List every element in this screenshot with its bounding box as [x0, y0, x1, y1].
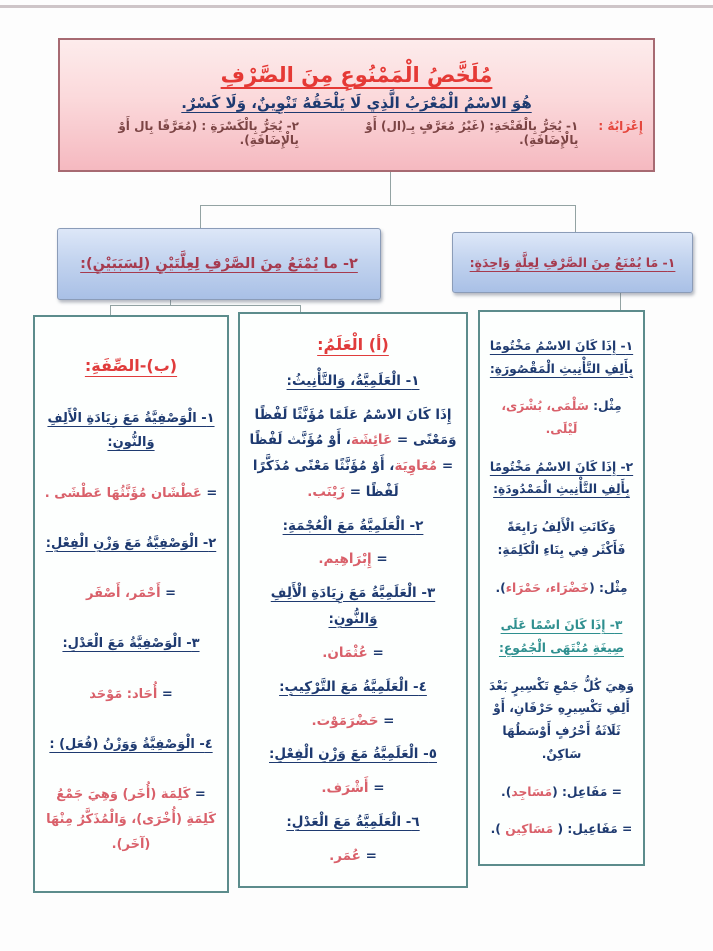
connector-line: [110, 305, 111, 315]
connector-line: [200, 205, 575, 206]
item-example: = مَفَاعِيل: ( مَسَاكِين ).: [490, 822, 633, 837]
item-example: = أَشْرَف.: [321, 780, 385, 797]
item-heading: ٢- الْعَلَمِيَّةُ مَعَ الْعُجْمَةِ:: [282, 517, 424, 534]
item-body: إِذَا كَانَ الاسْمُ عَلَمًا مُؤَنَّثًا لَفْظًا وَمَعْنًى = عَائِشَة، أَوْ مُؤَنَّث لَفْظًا = مُعَاوِيَة، أَوْ مُؤَنَّثًا مَعْنًى مُذَكَّرًا لَفْظًا = زَيْنَب.: [249, 406, 457, 500]
item-example: = إِبْرَاهِيم.: [318, 551, 388, 568]
item-heading: ١- الْوَصْفِيَّةُ مَعَ زِيَادَةِ الْأَلِفِ وَالنُّونِ:: [47, 410, 215, 451]
irab-rule-2: ٢- يُجَرُّ بِالْكَسْرَةِ : (مُعَرَّفًا بِال أَوْ بِالْإِضَافَةِ).: [118, 119, 299, 147]
connector-line: [390, 172, 391, 206]
item-example: = عُمَر.: [329, 848, 377, 865]
page-title: مُلَخَّصُ الْمَمْنُوعِ مِنَ الصَّرْفِ: [220, 63, 493, 87]
connector-line: [300, 305, 301, 312]
item-heading: ٤- الْوَصْفِيَّةُ وَوَزْنُ (فُعَل) :: [49, 736, 213, 752]
item-heading: ٦- الْعَلَمِيَّةُ مَعَ الْعَدْلِ:: [286, 814, 420, 831]
irab-label: إِعْرَابُهُ :: [598, 119, 643, 133]
item-example: مِثْل: سَلْمَى، بُشْرَى، لَيْلَى.: [501, 399, 622, 437]
connector-line: [110, 305, 300, 306]
column-alam-header: (أ) الْعَلَمُ:: [317, 335, 389, 355]
item-example: = كَلِمَة (أُخَر) وَهِيَ جَمْعُ كَلِمَةِ (أُخْرَى)، وَالْمُذَكَّرُ مِنْهَا (آخَر).: [46, 787, 216, 852]
item-heading: ١- إِذَا كَانَ الاسْمُ مَخْتُومًا بِأَلِفِ التَّأْنِيثِ الْمَقْصُورَةِ:: [489, 338, 634, 376]
item-heading: ٥- الْعَلَمِيَّةُ مَعَ وَزْنِ الْفِعْلِ:: [269, 746, 437, 763]
item-heading: ٣- إِذَا كَانَ اسْمًا عَلَى صِيغَةِ مُنْتَهَى الْجُمُوعِ:: [498, 618, 625, 655]
item-example: = أَحْمَر، أَصْفَر: [86, 586, 176, 602]
branch-box-one-cause: ١- مَا يُمْنَعُ مِنَ الصَّرْفِ لِعِلَّةٍ وَاحِدَةٍ:: [452, 232, 693, 293]
irab-line: [70, 119, 643, 147]
item-heading: ١- الْعَلَمِيَّةُ، وَالتَّأْنِيثُ:: [286, 372, 420, 389]
item-heading: ٢- الْوَصْفِيَّةُ مَعَ وَزْنِ الْفِعْلِ:: [45, 535, 217, 551]
connector-line: [575, 205, 576, 232]
irab-rule-1: ١- يُجَرُّ بِالْفَتْحَةِ: (غَيْرُ مُعَرَّفٍ بِـ(ال) أَوْ بِالْإِضَافَةِ).: [365, 119, 579, 147]
item-heading: ٢- إِذَا كَانَ الاسْمُ مَخْتُومًا بِأَلِفِ التَّأْنِيثِ الْمَمْدُودَةِ:: [489, 459, 634, 497]
item-example: = مَفَاعِل: (مَسَاجِد).: [501, 784, 622, 799]
column-sifa-header: (ب)-الصِّفَةِ:: [84, 355, 178, 375]
item-example: = عُثْمَان.: [322, 644, 384, 661]
item-example: = أُحَاد: مَوْحَد: [89, 686, 173, 702]
column-one-cause: [478, 310, 645, 866]
item-body: وَكَانَتِ الْأَلِفُ رَابِعَةً فَأَكْثَر فِي بِنَاءِ الْكَلِمَةِ:: [497, 520, 626, 557]
connector-line: [200, 205, 201, 228]
item-example: = عَطْشَان مُؤَنَّثُهَا عَطْشَى .: [44, 485, 218, 501]
definition-text: هُوَ الاسْمُ الْمُعْرَبُ الَّذِي لَا يَلْحَقُهُ تَنْوِينٌ، وَلَا كَسْرٌ.: [181, 94, 532, 112]
item-example: = حَضْرَمَوْت.: [311, 712, 395, 729]
item-example: مِثْل: (خَضْرَاء، حَمْرَاء).: [495, 580, 628, 595]
branch-box-two-causes: ٢- ما يُمْنَعُ مِنَ الصَّرْفِ لِعِلَّتَيْنِ (لِسَبَبَيْنِ):: [57, 228, 381, 300]
photo-top-edge: [0, 5, 713, 8]
item-heading: ٣- الْوَصْفِيَّةُ مَعَ الْعَدْلِ:: [62, 636, 200, 652]
header-box: [58, 38, 655, 172]
item-heading: ٣- الْعَلَمِيَّةُ مَعَ زِيَادَةِ الْأَلِفِ وَالنُّونِ:: [270, 585, 436, 627]
item-body: وَهِيَ كُلُّ جَمْعِ تَكْسِيرٍ بَعْدَ أَلِفِ تَكْسِيرِهِ حَرْفَانِ، أَوْ ثَلَاثَةُ أَحْرُفٍ أَوْسَطُهَا سَاكِنٌ.: [489, 678, 634, 761]
column-sifa: [33, 315, 229, 893]
column-alam: [238, 312, 468, 888]
item-heading: ٤- الْعَلَمِيَّةُ مَعَ التَّرْكِيبِ:: [279, 678, 427, 695]
connector-line: [620, 293, 621, 310]
